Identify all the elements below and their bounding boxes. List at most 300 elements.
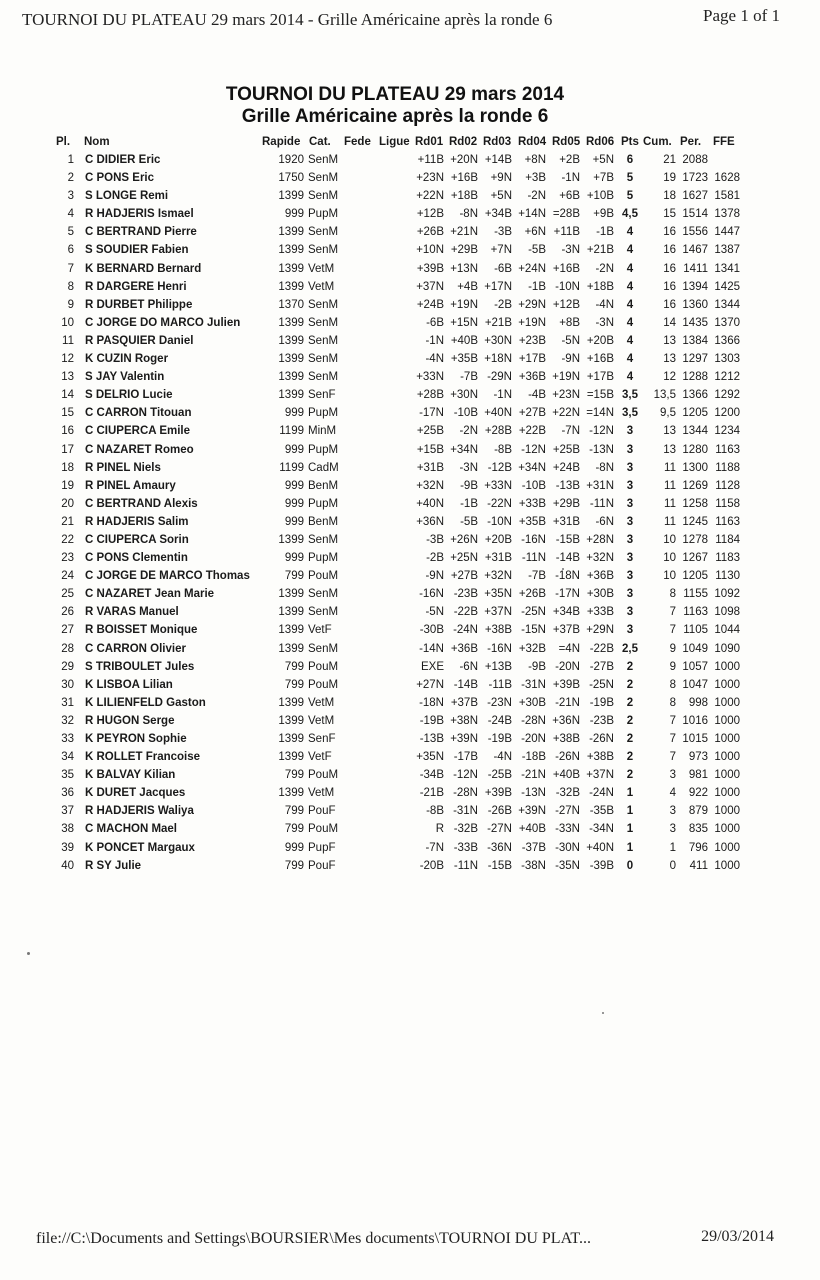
cell-rd03: +14B — [484, 154, 512, 166]
cell-ffe: 1000 — [714, 696, 740, 709]
cell-rd03: -23N — [487, 696, 512, 709]
cell-rd02: +26N — [450, 533, 478, 546]
cell-rd02: -6N — [459, 660, 478, 673]
cell-cat: PouM — [308, 769, 339, 782]
cell-rd04: -28N — [521, 714, 546, 727]
cell-cum: 16 — [663, 244, 676, 257]
cell-rapide: 999 — [284, 479, 304, 492]
cell-cum: 19 — [663, 172, 676, 185]
header-cum: Cum. — [643, 136, 672, 148]
cell-cum: 9 — [669, 660, 676, 673]
cell-rd03: -22N — [487, 497, 512, 510]
cell-rd04: -37B — [521, 841, 546, 854]
cell-rd04: -7B — [528, 570, 546, 583]
cell-pts: 4,5 — [622, 208, 638, 221]
cell-ffe: 1303 — [714, 353, 740, 366]
cell-rapide: 1399 — [278, 642, 304, 655]
cell-per: 1269 — [682, 479, 708, 492]
cell-rd02: +18B — [450, 190, 478, 203]
cell-cat: SenM — [308, 226, 339, 239]
cell-nom: R PINEL Niels — [85, 461, 161, 474]
cell-cum: 7 — [669, 751, 676, 764]
cell-pts: 3 — [626, 624, 634, 637]
cell-ffe: 1425 — [714, 280, 740, 293]
cell-rd06: +38B — [586, 751, 614, 764]
cell-nom: R DURBET Philippe — [85, 298, 193, 311]
cell-rd04: -18B — [521, 751, 546, 764]
cell-cat: SenF — [308, 389, 336, 402]
cell-rd03: -8B — [494, 443, 512, 456]
header-fede: Fede — [344, 136, 371, 148]
table-row — [0, 714, 820, 732]
cell-cum: 3 — [669, 805, 676, 818]
cell-ffe: 1378 — [714, 208, 740, 221]
header-rd06: Rd06 — [586, 136, 615, 148]
cell-rd03: +35N — [484, 588, 512, 601]
cell-rd06: -23B — [589, 714, 614, 727]
cell-pts: 2 — [626, 678, 634, 691]
cell-ffe: 1090 — [714, 642, 740, 655]
cell-pl: 17 — [61, 443, 74, 456]
cell-rd03: +31B — [484, 552, 512, 565]
cell-rd04: -31N — [521, 678, 546, 691]
cell-pts: 5 — [626, 172, 634, 185]
cell-cat: SenM — [308, 606, 339, 619]
cell-ffe: 1000 — [714, 787, 740, 800]
cell-rapide: 1399 — [278, 787, 304, 800]
table-row — [0, 243, 820, 261]
cell-per: 1015 — [682, 733, 708, 745]
cell-ffe: 1234 — [714, 425, 740, 438]
cell-rd06: -19B — [589, 696, 614, 709]
cell-ffe: 1130 — [715, 570, 740, 583]
cell-per: 1267 — [682, 552, 708, 565]
cell-rd03: +40N — [484, 407, 512, 420]
table-row — [0, 316, 820, 334]
cell-pl: 23 — [61, 552, 74, 565]
cell-rd04: +6N — [524, 226, 546, 239]
cell-rapide: 1399 — [278, 244, 304, 257]
cell-per: 1280 — [682, 443, 708, 456]
cell-rd04: +24N — [518, 262, 546, 275]
cell-rd01: +40N — [416, 497, 444, 510]
cell-rd01: +28B — [416, 389, 444, 402]
cell-pl: 38 — [61, 823, 74, 836]
cell-rd04: -16N — [521, 533, 546, 546]
cell-rd02: +37B — [450, 696, 478, 709]
cell-rd04: +33B — [518, 497, 546, 510]
cell-rd06: +21B — [586, 244, 614, 257]
table-row — [0, 750, 820, 768]
cell-rd02: +34N — [450, 443, 478, 456]
cell-rd04: +34N — [518, 461, 546, 474]
cell-rd02: -14B — [453, 678, 478, 691]
cell-cum: 4 — [669, 787, 676, 800]
cell-cat: VetF — [308, 624, 332, 637]
cell-per: 1049 — [682, 642, 708, 655]
cell-ffe: 1000 — [714, 769, 740, 782]
cell-per: 1344 — [682, 425, 708, 438]
cell-rd02: +35B — [450, 353, 478, 366]
cell-rd03: +32N — [484, 570, 512, 583]
cell-rd03: -1N — [493, 389, 512, 402]
cell-ffe: 1000 — [714, 678, 740, 691]
cell-rd03: +21B — [484, 316, 512, 329]
cell-cum: 7 — [669, 606, 676, 619]
print-date: 29/03/2014 — [701, 1228, 774, 1245]
cell-ffe: 1341 — [714, 262, 740, 275]
cell-pl: 34 — [61, 751, 74, 764]
cell-rd03: -4N — [493, 751, 512, 764]
cell-pts: 4 — [626, 244, 634, 257]
cell-rapide: 999 — [284, 515, 304, 528]
cell-nom: C BERTRAND Pierre — [85, 226, 197, 239]
cell-cat: BenM — [308, 479, 339, 492]
cell-pl: 9 — [67, 298, 74, 311]
cell-cat: VetM — [308, 714, 335, 727]
cell-rd04: -9B — [528, 660, 546, 673]
cell-cat: SenM — [308, 298, 339, 311]
cell-rd04: +27B — [518, 407, 546, 420]
cell-rapide: 1399 — [278, 624, 304, 637]
cell-pl: 19 — [61, 479, 74, 492]
cell-rd02: +20N — [450, 154, 478, 166]
cell-pts: 2 — [626, 660, 634, 673]
cell-ffe: 1200 — [714, 407, 740, 420]
cell-rd06: -4N — [595, 298, 614, 311]
cell-nom: K DURET Jacques — [85, 787, 186, 800]
cell-rapide: 999 — [284, 552, 304, 565]
cell-nom: K ROLLET Francoise — [85, 751, 201, 764]
scan-speck — [562, 568, 564, 570]
cell-per: 1435 — [682, 316, 708, 329]
cell-ffe: 1581 — [714, 190, 740, 203]
cell-rd06: +17B — [586, 371, 614, 384]
cell-cum: 7 — [669, 733, 676, 745]
cell-rd06: +30B — [586, 588, 614, 601]
cell-rd05: +38B — [552, 733, 580, 745]
cell-ffe: 1000 — [714, 714, 740, 727]
cell-rd03: +5N — [490, 190, 512, 203]
cell-pl: 40 — [61, 859, 74, 872]
cell-rapide: 1399 — [278, 533, 304, 546]
cell-ffe: 1000 — [714, 859, 740, 872]
table-row — [0, 587, 820, 605]
table-row — [0, 623, 820, 641]
cell-ffe: 1163 — [715, 515, 740, 528]
cell-pts: 5 — [626, 190, 634, 203]
cell-rd01: +27N — [416, 678, 444, 691]
cell-rd05: =28B — [552, 208, 580, 221]
cell-rd04: +40B — [518, 823, 546, 836]
cell-cum: 7 — [669, 624, 676, 637]
cell-nom: S DELRIO Lucie — [85, 389, 173, 402]
cell-pl: 14 — [61, 389, 74, 402]
cell-per: 1163 — [683, 606, 708, 619]
cell-ffe: 1188 — [715, 461, 740, 474]
cell-rd06: +29N — [586, 624, 614, 637]
cell-rd05: -3N — [561, 244, 580, 257]
cell-rd01: +10N — [416, 244, 444, 257]
cell-rd06: -24N — [589, 787, 614, 800]
cell-rapide: 1399 — [278, 696, 304, 709]
cell-per: 981 — [688, 769, 708, 782]
cell-cat: SenM — [308, 244, 339, 257]
cell-pts: 3 — [626, 533, 634, 546]
cell-rapide: 799 — [284, 823, 304, 836]
cell-rd05: +11B — [553, 226, 580, 239]
cell-rapide: 1399 — [278, 389, 304, 402]
cell-pl: 25 — [61, 588, 74, 601]
cell-rapide: 999 — [284, 208, 304, 221]
cell-rapide: 999 — [284, 407, 304, 420]
table-row — [0, 515, 820, 533]
cell-cum: 13 — [663, 425, 676, 438]
cell-pts: 3 — [626, 443, 634, 456]
cell-cat: BenM — [308, 515, 339, 528]
cell-per: 1411 — [683, 262, 708, 275]
cell-cat: SenM — [308, 172, 339, 185]
cell-rd01: -18N — [419, 696, 444, 709]
cell-pl: 26 — [61, 606, 74, 619]
cell-per: 1300 — [682, 461, 708, 474]
cell-rd03: -29N — [487, 371, 512, 384]
cell-rd03: -15B — [487, 859, 512, 872]
table-row — [0, 352, 820, 370]
cell-per: 998 — [688, 696, 708, 709]
cell-rd02: -5B — [460, 515, 478, 528]
cell-rd01: -8B — [426, 805, 444, 818]
cell-rd06: +5N — [592, 154, 614, 166]
cell-pts: 3 — [626, 570, 634, 583]
table-row — [0, 497, 820, 515]
cell-rd03: -11B — [488, 678, 512, 691]
cell-rd02: +15N — [450, 316, 478, 329]
cell-cum: 0 — [669, 859, 676, 872]
cell-per: 1384 — [682, 334, 708, 347]
cell-ffe: 1163 — [715, 443, 740, 456]
cell-cat: SenM — [308, 588, 339, 601]
cell-rapide: 1399 — [278, 733, 304, 745]
cell-cum: 9 — [669, 642, 676, 655]
cell-pts: 1 — [626, 823, 634, 836]
cell-rd04: +17B — [518, 353, 546, 366]
cell-rd04: +36B — [518, 371, 546, 384]
cell-rd06: -2N — [595, 262, 614, 275]
table-row — [0, 605, 820, 623]
cell-pts: 3 — [626, 515, 634, 528]
cell-pl: 6 — [67, 244, 74, 257]
cell-rd01: +23N — [416, 172, 444, 185]
cell-cum: 16 — [663, 280, 676, 293]
cell-rd02: -11N — [453, 859, 478, 872]
cell-cum: 18 — [663, 190, 676, 203]
cell-nom: C CARRON Olivier — [85, 642, 186, 655]
cell-rd02: +30N — [450, 389, 478, 402]
header-cat: Cat. — [309, 136, 331, 148]
cell-rd06: -34N — [589, 823, 614, 836]
cell-rd01: +22N — [416, 190, 444, 203]
cell-rapide: 1399 — [278, 226, 304, 239]
cell-pts: 4 — [626, 371, 634, 384]
cell-rapide: 799 — [284, 678, 304, 691]
cell-rapide: 1920 — [278, 154, 304, 166]
document-subtitle: Grille Américaine après la ronde 6 — [241, 106, 549, 127]
cell-per: 1366 — [682, 389, 708, 402]
cell-rd06: +36B — [586, 570, 614, 583]
cell-pts: 6 — [626, 154, 634, 166]
cell-rapide: 799 — [284, 660, 304, 673]
cell-pts: 1 — [626, 805, 634, 818]
table-row — [0, 461, 820, 479]
cell-pl: 27 — [61, 624, 74, 637]
cell-rd03: +7N — [490, 244, 512, 257]
cell-cat: PupM — [308, 552, 339, 565]
table-row — [0, 696, 820, 714]
cell-pl: 5 — [67, 226, 74, 239]
cell-nom: K BERNARD Bernard — [85, 262, 202, 275]
cell-pts: 3,5 — [622, 389, 638, 402]
cell-cum: 11 — [664, 515, 676, 528]
table-row — [0, 859, 820, 877]
cell-rd02: -31N — [453, 805, 478, 818]
table-row — [0, 153, 820, 171]
cell-rd05: -15B — [555, 533, 580, 546]
cell-rd02: -10B — [453, 407, 478, 420]
cell-rd04: +14N — [518, 208, 546, 221]
cell-pl: 33 — [61, 733, 74, 745]
cell-rd02: -28N — [453, 787, 478, 800]
cell-pl: 29 — [61, 660, 74, 673]
cell-cum: 15 — [663, 208, 676, 221]
cell-rd06: +32N — [586, 552, 614, 565]
cell-rd04: -15N — [521, 624, 546, 637]
cell-pts: 2 — [626, 769, 634, 782]
cell-rd05: +31B — [552, 515, 580, 528]
cell-ffe: 1000 — [714, 751, 740, 764]
cell-rd02: +40B — [450, 334, 478, 347]
cell-rd03: -10N — [487, 515, 512, 528]
cell-rapide: 1399 — [278, 316, 304, 329]
cell-rd06: -6N — [595, 515, 614, 528]
cell-rd05: -10N — [555, 280, 580, 293]
cell-cum: 9,5 — [660, 407, 676, 420]
cell-cat: VetM — [308, 280, 335, 293]
table-row — [0, 841, 820, 859]
cell-rd01: -14N — [419, 642, 444, 655]
cell-per: 1245 — [682, 515, 708, 528]
cell-rd02: +38N — [450, 714, 478, 727]
cell-rd05: -9N — [561, 353, 580, 366]
cell-nom: S LONGE Remi — [85, 190, 169, 203]
cell-rapide: 999 — [284, 841, 304, 854]
table-row — [0, 298, 820, 316]
cell-rapide: 799 — [284, 570, 304, 583]
cell-rd03: -36N — [487, 841, 512, 854]
cell-pl: 35 — [61, 769, 74, 782]
header-rd05: Rd05 — [552, 136, 581, 148]
cell-rd06: -22B — [589, 642, 614, 655]
cell-per: 1278 — [682, 533, 708, 546]
cell-rd06: +33B — [586, 606, 614, 619]
cell-cum: 10 — [663, 570, 676, 583]
cell-cat: MinM — [308, 425, 337, 438]
cell-rd04: -13N — [521, 787, 546, 800]
cell-rapide: 1370 — [278, 298, 304, 311]
cell-rd02: -17B — [453, 751, 478, 764]
cell-cat: PouF — [308, 859, 336, 872]
cell-ffe: 1387 — [714, 244, 740, 257]
cell-rd04: +8N — [524, 154, 546, 166]
cell-ffe: 1184 — [715, 533, 740, 546]
cell-rd04: +19N — [518, 316, 546, 329]
cell-rd01: -20B — [419, 859, 444, 872]
cell-cat: VetF — [308, 751, 332, 764]
cell-rd03: +30N — [484, 334, 512, 347]
cell-pts: 1 — [626, 841, 634, 854]
cell-pl: 15 — [61, 407, 74, 420]
header-pts: Pts — [621, 136, 639, 148]
cell-pts: 3 — [626, 552, 634, 565]
cell-rd06: -3N — [595, 316, 614, 329]
cell-cat: VetM — [308, 262, 335, 275]
header-ligue: Ligue — [379, 136, 410, 148]
cell-pts: 1 — [626, 787, 634, 800]
cell-pts: 4 — [626, 334, 634, 347]
cell-rd04: +3B — [525, 172, 546, 185]
cell-cum: 16 — [663, 298, 676, 311]
cell-pts: 4 — [626, 316, 634, 329]
cell-pts: 3 — [626, 606, 634, 619]
cell-pts: 2 — [626, 733, 634, 745]
cell-nom: R HADJERIS Salim — [85, 515, 189, 528]
cell-nom: K PONCET Margaux — [85, 841, 195, 854]
cell-rd05: -17N — [555, 588, 580, 601]
cell-pl: 32 — [61, 714, 74, 727]
cell-pl: 10 — [61, 316, 74, 329]
table-header — [0, 136, 820, 152]
cell-per: 1556 — [682, 226, 708, 239]
cell-rd03: +9N — [490, 172, 512, 185]
cell-rd05: -13B — [555, 479, 580, 492]
cell-per: 1105 — [683, 624, 708, 637]
cell-rd02: +16B — [450, 172, 478, 185]
cell-per: 1288 — [682, 371, 708, 384]
cell-rd03: -3B — [494, 226, 512, 239]
table-row — [0, 443, 820, 461]
cell-nom: C PONS Clementin — [85, 552, 188, 565]
cell-cum: 13 — [663, 353, 676, 366]
cell-pl: 11 — [62, 334, 74, 347]
cell-pl: 1 — [67, 154, 74, 166]
cell-rapide: 1399 — [278, 751, 304, 764]
cell-rd01: +35N — [416, 751, 444, 764]
cell-rd04: -1B — [528, 280, 546, 293]
table-row — [0, 642, 820, 660]
cell-cat: SenM — [308, 371, 339, 384]
cell-rd03: -2B — [494, 298, 512, 311]
cell-rd05: +25B — [552, 443, 580, 456]
cell-nom: K BALVAY Kilian — [85, 769, 176, 782]
cell-nom: C PONS Eric — [85, 172, 155, 185]
cell-rd05: +40B — [552, 769, 580, 782]
cell-nom: C NAZARET Romeo — [85, 443, 194, 456]
cell-rd06: -26N — [589, 733, 614, 745]
cell-nom: C MACHON Mael — [85, 823, 178, 836]
cell-rd01: +26B — [416, 226, 444, 239]
cell-cum: 1 — [669, 841, 676, 854]
cell-rd05: +29B — [552, 497, 580, 510]
